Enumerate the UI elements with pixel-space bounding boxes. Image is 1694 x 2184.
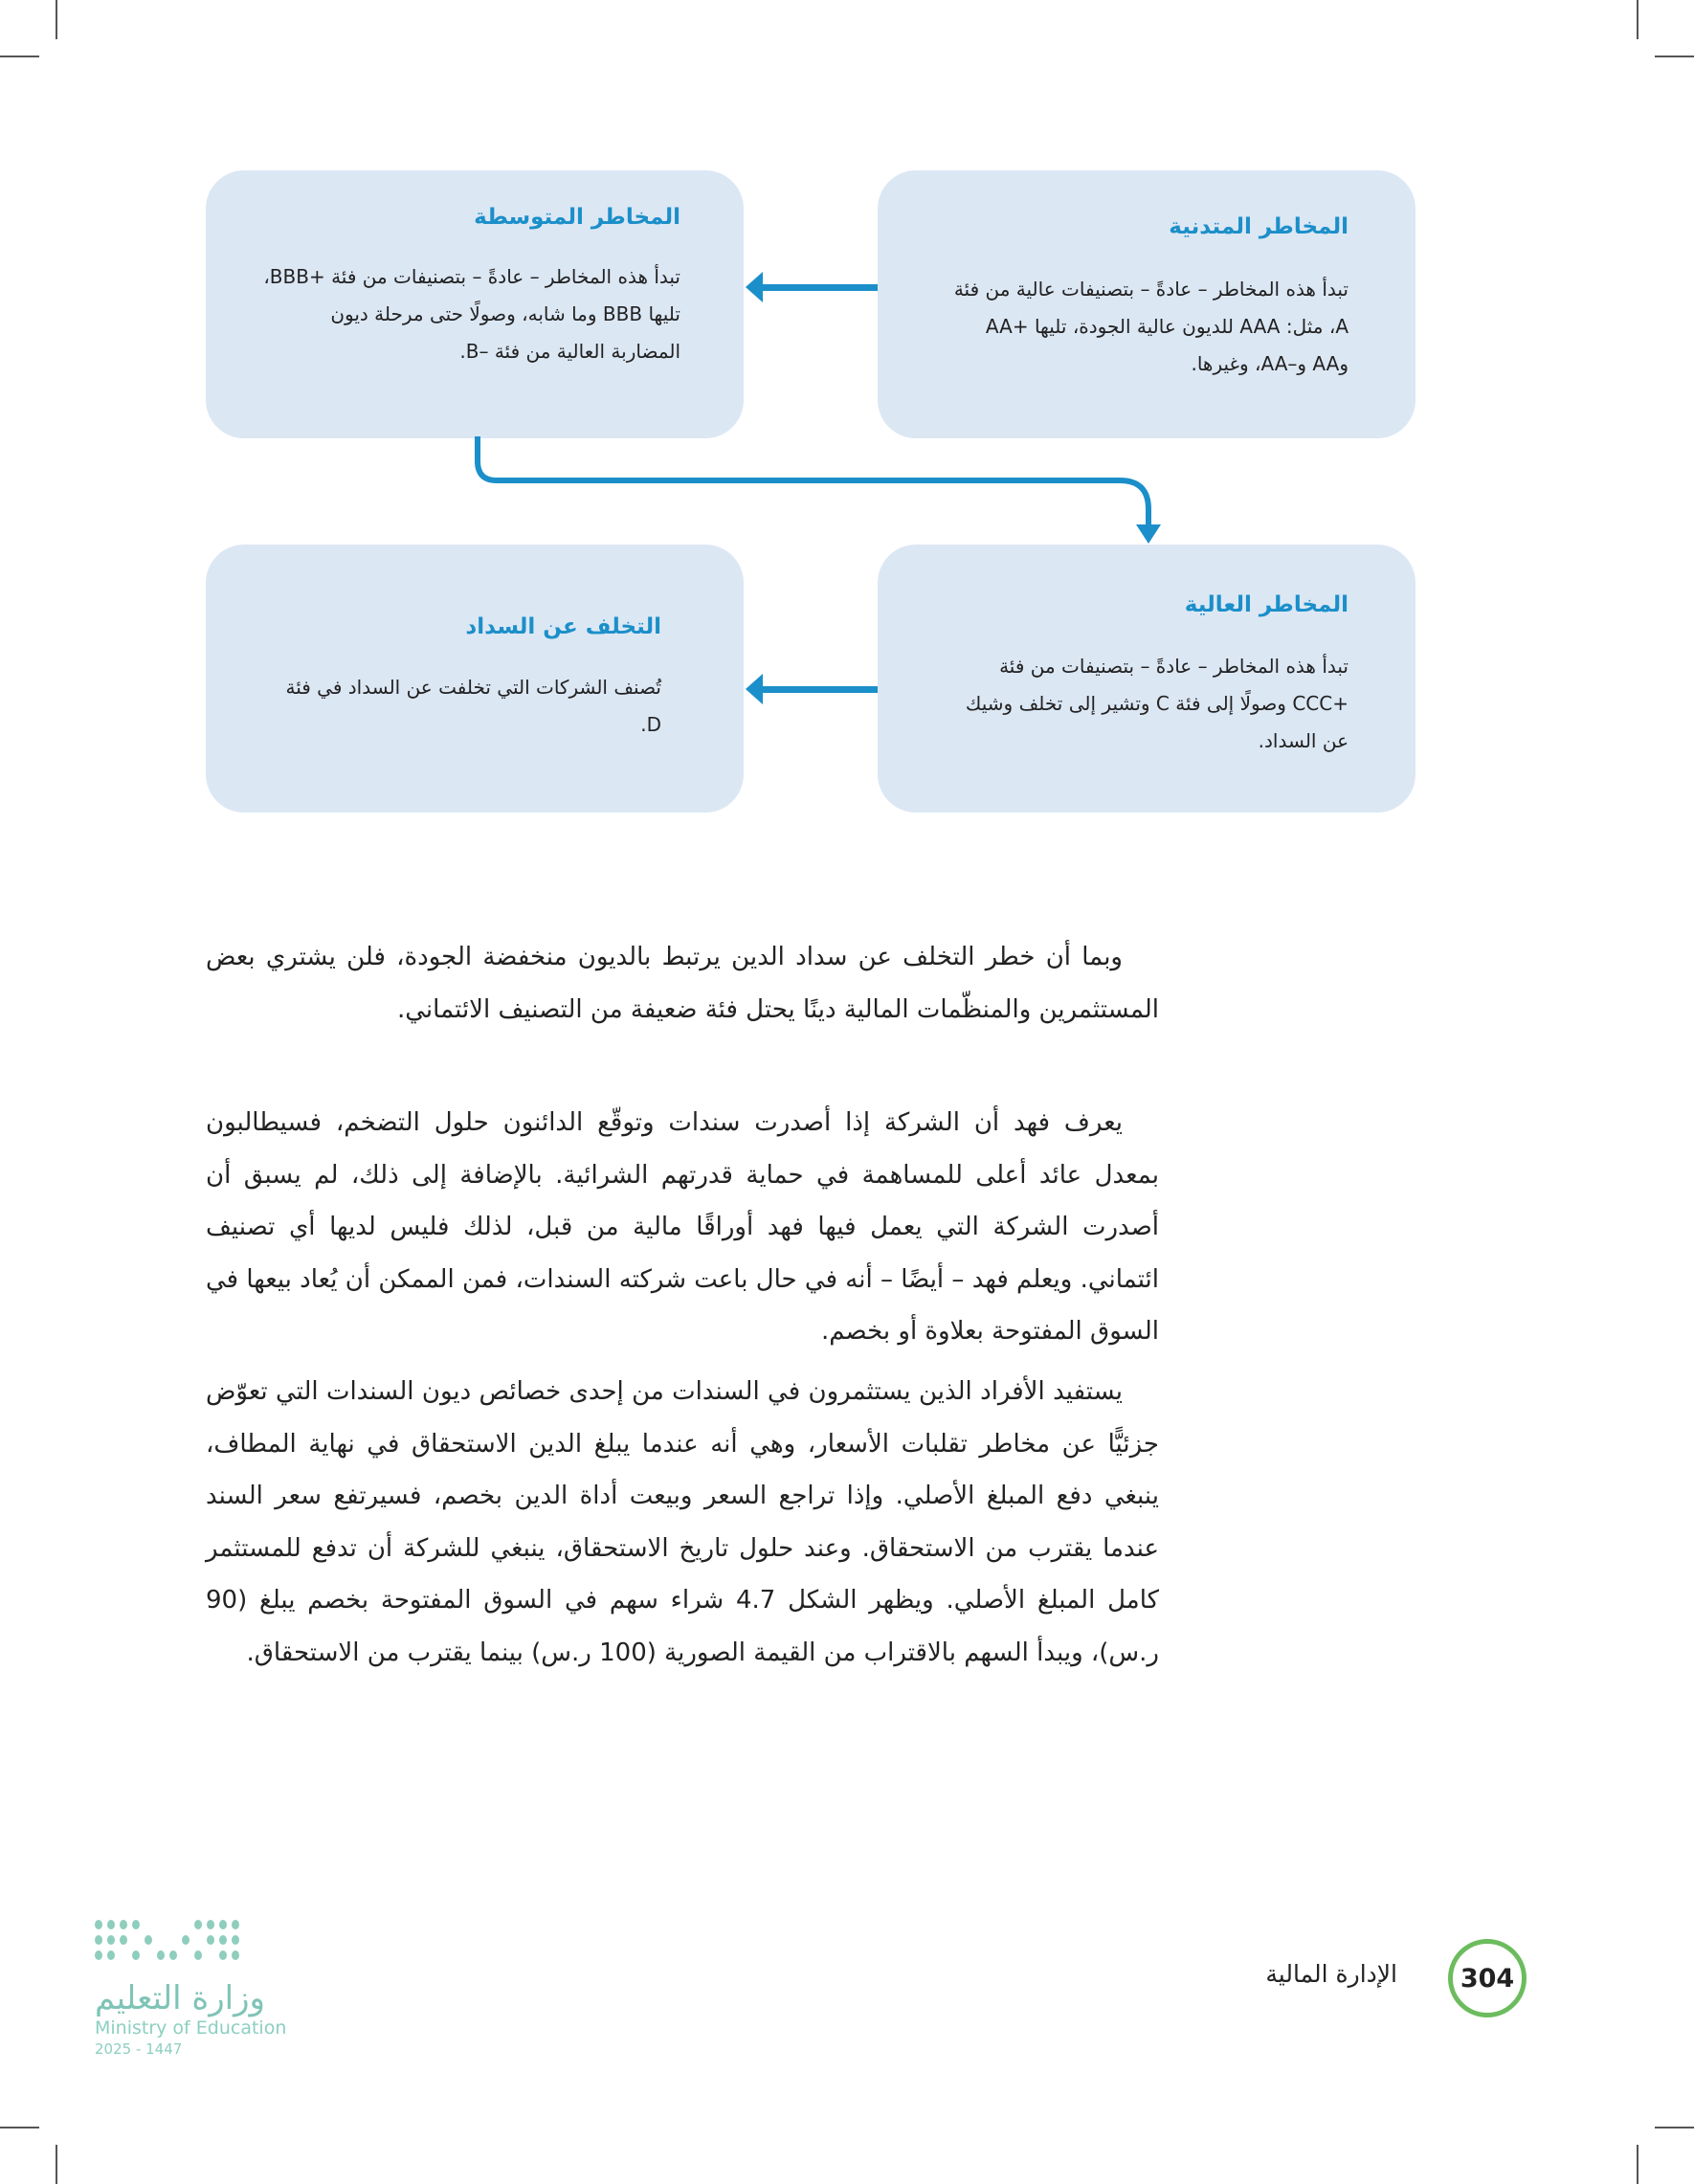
logo-dot — [145, 1935, 152, 1945]
logo-dot — [232, 1920, 239, 1929]
crop-mark — [0, 2127, 39, 2128]
logo-dot — [107, 1935, 115, 1945]
box-title: المخاطر المتدنية — [1169, 214, 1349, 239]
medium-risk-box — [206, 170, 744, 438]
crop-mark — [56, 0, 57, 39]
box-text: تبدأ هذه المخاطر – عادةً – بتصنيفات من فئة +CCC وصولًا إلى فئة C وتشير إلى تخلف وشيك عن السداد. — [965, 655, 1349, 752]
logo-dot — [120, 1920, 127, 1929]
logo-dot — [219, 1950, 227, 1960]
default-box — [206, 545, 744, 813]
logo-dot — [182, 1935, 189, 1945]
box-text: تبدأ هذه المخاطر – عادةً – بتصنيفات من فئة +BBB، تليها BBB وما شابه، وصولًا حتى مرحلة ديون المضاربة العالية من فئة –B. — [263, 265, 680, 363]
arrow-left-icon — [761, 686, 878, 693]
logo-dot — [120, 1935, 127, 1945]
box-text: تُصنف الشركات التي تخلفت عن السداد في فئة D. — [285, 676, 661, 736]
crop-mark — [56, 2145, 57, 2184]
body-paragraph: يعرف فهد أن الشركة إذا أصدرت سندات وتوقّع الدائنون حلول التضخم، فسيطالبون بمعدل عائد أعلى للمساهمة في حماية قدرتهم الشرائية. بالإضافة إلى ذلك، لم يسبق أن أصدرت الشركة التي يعمل فيها فهد أوراقًا مالية من قبل، لذلك فليس لديها أي تصنيف ائتماني. ويعلم فهد – أيضًا – أنه في حال باعت شركته السندات، فمن الممكن أن يُعاد بيعها في السوق المفتوحة بعلاوة أو بخصم. — [206, 1108, 1159, 1346]
crop-mark — [1655, 56, 1694, 57]
box-text: تبدأ هذه المخاطر – عادةً – بتصنيفات عالية من فئة A، مثل: AAA للديون عالية الجودة، تليها +AA وAA و–AA، وغيرها. — [953, 278, 1349, 375]
logo-dot — [132, 1950, 140, 1960]
logo-dot — [107, 1950, 115, 1960]
crop-mark — [1655, 2127, 1694, 2128]
chapter-title: الإدارة المالية — [1265, 1960, 1397, 1988]
logo-dot — [219, 1920, 227, 1929]
logo-year: 2025 - 1447 — [95, 2040, 183, 2058]
crop-mark — [1637, 0, 1638, 39]
box-title: المخاطر المتوسطة — [474, 205, 680, 230]
box-title: المخاطر العالية — [1184, 592, 1349, 617]
crop-mark — [1637, 2145, 1638, 2184]
body-paragraph: يستفيد الأفراد الذين يستثمرون في السندات من إحدى خصائص ديون السندات التي تعوّض جزئيًّا عن مخاطر تقلبات الأسعار، وهي أنه عندما يبلغ الدين الاستحقاق في نهاية المطاف، ينبغي دفع المبلغ الأصلي. وإذا تراجع السعر وبيعت أداة الدين بخصم، فسيرتفع سعر السند عندما يقترب من الاستحقاق. وعند حلول تاريخ الاستحقاق، ينبغي للشركة أن تدفع للمستثمر كامل المبلغ الأصلي. ويظهر الشكل 4.7 شراء سهم في السوق المفتوحة بخصم يبلغ (90 ر.س)، ويبدأ السهم بالاقتراب من القيمة الصورية (100 ر.س) بينما يقترب من الاستحقاق. — [206, 1377, 1160, 1667]
logo-dot — [157, 1950, 165, 1960]
ministry-logo — [95, 1920, 305, 2058]
logo-dot — [207, 1935, 214, 1945]
logo-dot — [194, 1920, 202, 1929]
logo-dot — [95, 1935, 102, 1945]
crop-mark — [0, 56, 39, 57]
logo-dot — [107, 1920, 115, 1929]
logo-arabic: وزارة التعليم — [95, 1979, 265, 2017]
logo-english: Ministry of Education — [95, 2017, 287, 2039]
logo-dot — [132, 1920, 140, 1929]
page-number: 304 — [1448, 1939, 1527, 2017]
arrow-left-icon — [761, 284, 878, 291]
logo-dot — [219, 1935, 227, 1945]
logo-dot — [194, 1950, 202, 1960]
connector-arrow-icon — [459, 431, 1168, 550]
body-paragraph: وبما أن خطر التخلف عن سداد الدين يرتبط بالديون منخفضة الجودة، فلن يشتري بعض المستثمرين والمنظّمات المالية دينًا يحتل فئة ضعيفة من التصنيف الائتماني. — [206, 943, 1159, 1024]
logo-dot — [95, 1920, 102, 1929]
high-risk-box — [878, 545, 1415, 813]
logo-dot — [207, 1920, 214, 1929]
logo-dot — [95, 1950, 102, 1960]
logo-dot — [169, 1950, 177, 1960]
box-title: التخلف عن السداد — [465, 614, 661, 639]
logo-dots-icon — [95, 1920, 305, 1960]
logo-dot — [232, 1950, 239, 1960]
logo-dot — [232, 1935, 239, 1945]
low-risk-box — [878, 170, 1415, 438]
